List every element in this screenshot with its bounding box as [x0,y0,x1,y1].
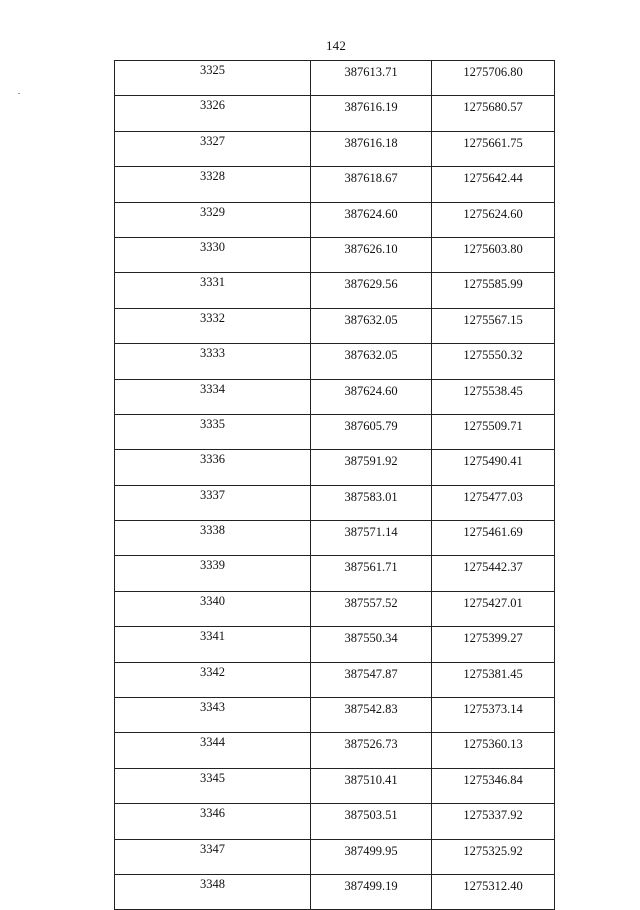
y-coordinate-cell: 1275567.15 [432,308,555,343]
point-number-cell: 3329 [115,202,311,237]
table-row [115,202,555,237]
y-coordinate-cell: 1275680.57 [432,96,555,131]
table-row [115,131,555,166]
y-coordinate-cell: 1275477.03 [432,485,555,520]
point-number-cell: 3335 [115,414,311,449]
point-number-cell: 3325 [115,61,311,96]
table-row [115,414,555,449]
x-coordinate-cell: 387629.56 [311,273,432,308]
point-number-cell: 3339 [115,556,311,591]
x-coordinate-cell: 387499.19 [311,874,432,909]
x-coordinate-cell: 387526.73 [311,733,432,768]
point-number-cell: 3332 [115,308,311,343]
y-coordinate-cell: 1275642.44 [432,167,555,202]
x-coordinate-cell: 387542.83 [311,698,432,733]
table-row [115,733,555,768]
y-coordinate-cell: 1275312.40 [432,874,555,909]
y-coordinate-cell: 1275509.71 [432,414,555,449]
table-row [115,167,555,202]
table-row [115,237,555,272]
point-number-cell: 3347 [115,839,311,874]
table-row [115,344,555,379]
point-number-cell: 3341 [115,627,311,662]
y-coordinate-cell: 1275585.99 [432,273,555,308]
x-coordinate-cell: 387616.18 [311,131,432,166]
x-coordinate-cell: 387499.95 [311,839,432,874]
x-coordinate-cell: 387626.10 [311,237,432,272]
x-coordinate-cell: 387547.87 [311,662,432,697]
page-number: 142 [325,38,347,53]
y-coordinate-cell: 1275706.80 [432,61,555,96]
table-row [115,450,555,485]
y-coordinate-cell: 1275399.27 [432,627,555,662]
y-coordinate-cell: 1275325.92 [432,839,555,874]
table-row [115,521,555,556]
y-coordinate-cell: 1275427.01 [432,591,555,626]
point-number-cell: 3343 [115,698,311,733]
point-number-cell: 3345 [115,768,311,803]
x-coordinate-cell: 387632.05 [311,344,432,379]
x-coordinate-cell: 387618.67 [311,167,432,202]
table-row [115,485,555,520]
x-coordinate-cell: 387571.14 [311,521,432,556]
table-row [115,379,555,414]
point-number-cell: 3328 [115,167,311,202]
table-row [115,839,555,874]
point-number-cell: 3337 [115,485,311,520]
point-number-cell: 3348 [115,874,311,909]
point-number-cell: 3326 [115,96,311,131]
table-row [115,308,555,343]
x-coordinate-cell: 387605.79 [311,414,432,449]
x-coordinate-cell: 387561.71 [311,556,432,591]
table-row [115,627,555,662]
x-coordinate-cell: 387632.05 [311,308,432,343]
table-row [115,591,555,626]
table-row [115,273,555,308]
x-coordinate-cell: 387557.52 [311,591,432,626]
x-coordinate-cell: 387624.60 [311,379,432,414]
point-number-cell: 3336 [115,450,311,485]
x-coordinate-cell: 387624.60 [311,202,432,237]
x-coordinate-cell: 387616.19 [311,96,432,131]
y-coordinate-cell: 1275360.13 [432,733,555,768]
table-row [115,804,555,839]
x-coordinate-cell: 387613.71 [311,61,432,96]
point-number-cell: 3327 [115,131,311,166]
x-coordinate-cell: 387591.92 [311,450,432,485]
y-coordinate-cell: 1275373.14 [432,698,555,733]
table-row [115,556,555,591]
y-coordinate-cell: 1275381.45 [432,662,555,697]
y-coordinate-cell: 1275661.75 [432,131,555,166]
y-coordinate-cell: 1275442.37 [432,556,555,591]
table-row [115,61,555,96]
coordinates-table [114,60,555,910]
y-coordinate-cell: 1275490.41 [432,450,555,485]
x-coordinate-cell: 387550.34 [311,627,432,662]
x-coordinate-cell: 387510.41 [311,768,432,803]
point-number-cell: 3346 [115,804,311,839]
y-coordinate-cell: 1275538.45 [432,379,555,414]
y-coordinate-cell: 1275461.69 [432,521,555,556]
y-coordinate-cell: 1275624.60 [432,202,555,237]
y-coordinate-cell: 1275337.92 [432,804,555,839]
table-row [115,698,555,733]
coordinates-table-body [115,61,555,910]
point-number-cell: 3334 [115,379,311,414]
point-number-cell: 3340 [115,591,311,626]
point-number-cell: 3344 [115,733,311,768]
point-number-cell: 3333 [115,344,311,379]
point-number-cell: 3330 [115,237,311,272]
margin-mark [18,93,20,94]
table-row [115,662,555,697]
x-coordinate-cell: 387583.01 [311,485,432,520]
table-row [115,768,555,803]
point-number-cell: 3342 [115,662,311,697]
point-number-cell: 3338 [115,521,311,556]
point-number-cell: 3331 [115,273,311,308]
y-coordinate-cell: 1275346.84 [432,768,555,803]
y-coordinate-cell: 1275550.32 [432,344,555,379]
y-coordinate-cell: 1275603.80 [432,237,555,272]
x-coordinate-cell: 387503.51 [311,804,432,839]
table-row [115,96,555,131]
